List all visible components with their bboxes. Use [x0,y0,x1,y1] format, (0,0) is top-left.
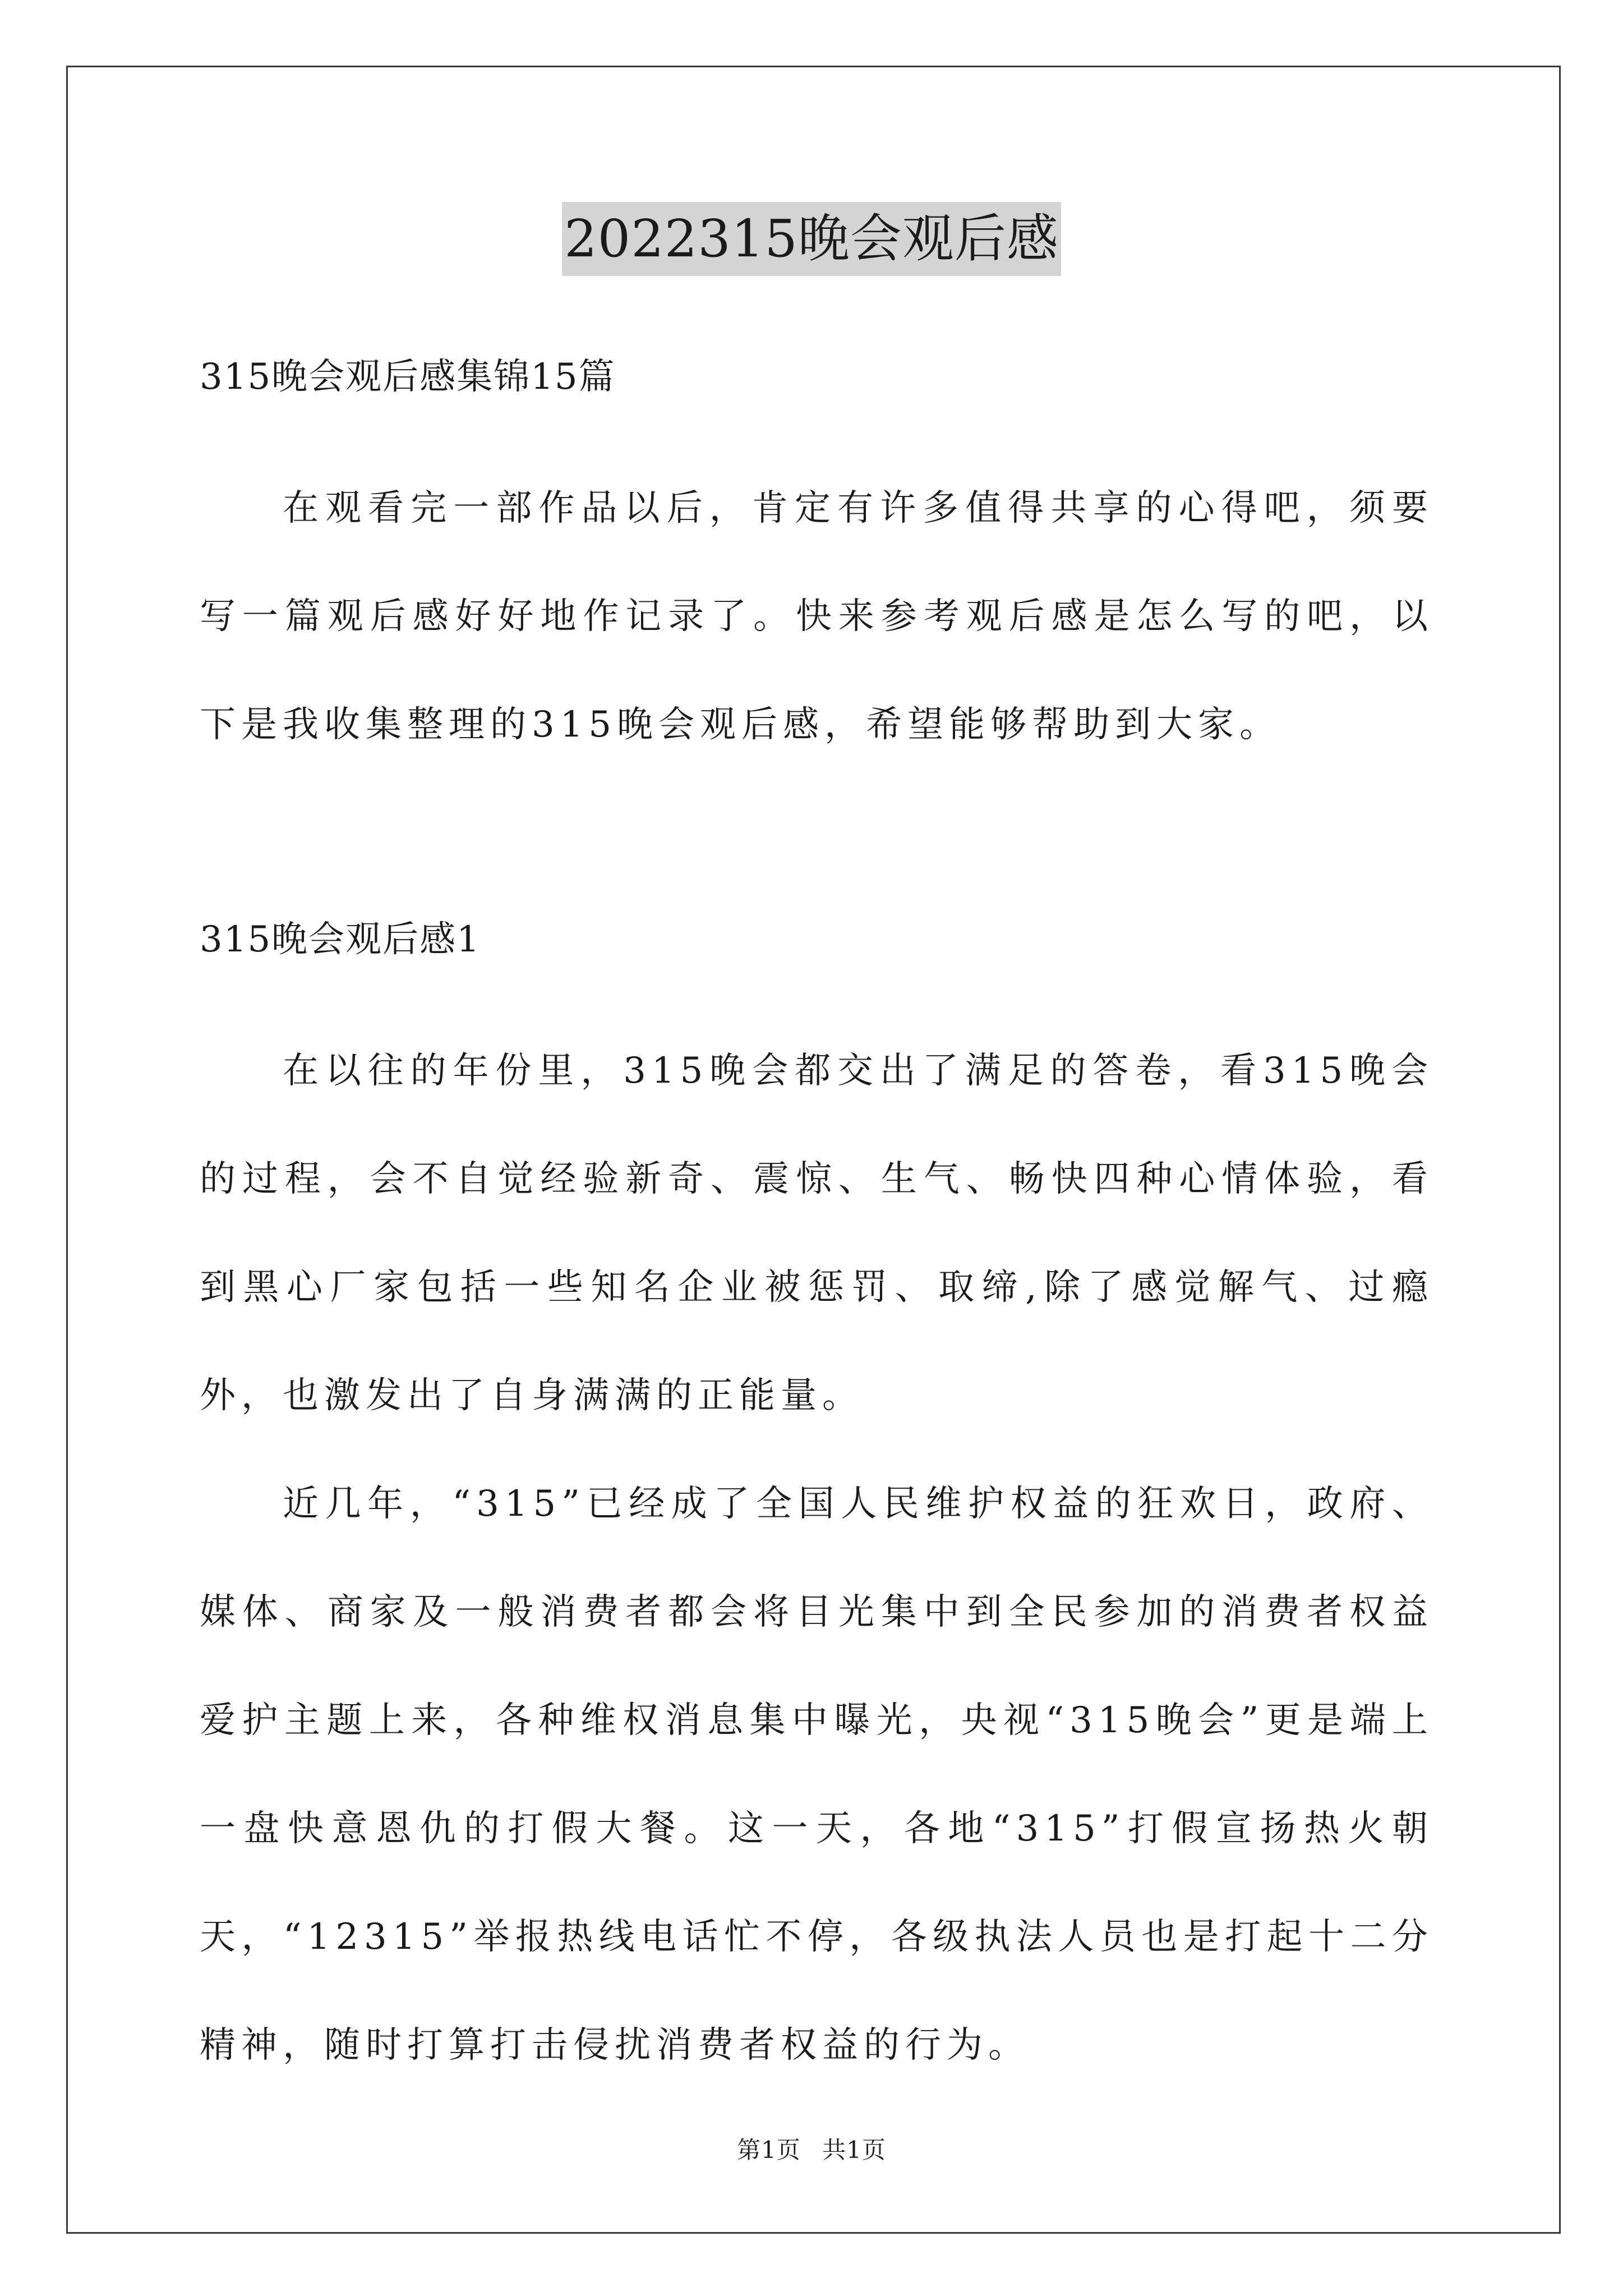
document-subtitle: 315晚会观后感集锦15篇 [200,356,616,398]
total-pages: 共1页 [822,2136,886,2164]
document-title: 2022315晚会观后感 [562,202,1061,276]
page-number: 第1页 [737,2136,801,2164]
title-container [0,202,1623,276]
page-footer [0,2134,1623,2166]
intro-paragraph: 在观看完一部作品以后，肯定有许多值得共享的心得吧，须要写一篇观后感好好地作记录了。快来参考观后感是怎么写的吧，以下是我收集整理的315晚会观后感，希望能够帮助到大家。 [200,487,1433,746]
document-body [200,349,1433,2100]
spacer [200,779,1433,912]
spacer [200,405,1433,454]
section-heading: 315晚会观后感1 [200,919,481,960]
spacer [200,968,1433,1017]
section-paragraph: 在以往的年份里，315晚会都交出了满足的答卷，看315晚会的过程，会不自觉经验新奇、震惊、生气、畅快四种心情体验，看到黑心厂家包括一些知名企业被惩罚、取缔,除了感觉解气、过瘾外，也激发出了自身满满的正能量。 [200,1050,1433,1416]
section-paragraph: 近几年，“315”已经成了全国人民维护权益的狂欢日，政府、媒体、商家及一般消费者都会将目光集中到全民参加的消费者权益爱护主题上来，各种维权消息集中曝光，央视“315晚会”更是端上一盘快意恩仇的打假大餐。这一天，各地“315”打假宣扬热火朝天，“12315”举报热线电话忙不停，各级执法人员也是打起十二分精神，随时打算打击侵扰消费者权益的行为。 [200,1483,1433,2066]
